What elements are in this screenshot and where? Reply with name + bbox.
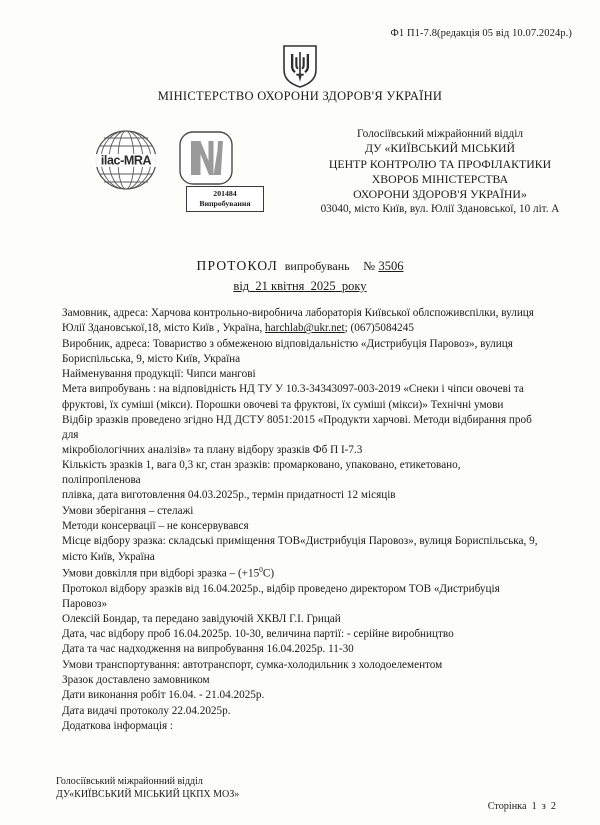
org-line-5: ОХОРОНИ ЗДОРОВ'Я УКРАЇНИ» <box>353 186 527 201</box>
field-additional-info: Додаткова інформація : <box>62 719 173 732</box>
field-delivery: Зразок доставлено замовником <box>62 673 210 686</box>
ilac-mra-logo-icon <box>92 128 160 192</box>
field-sampling-place: Місце відбору зразка: складські приміщення ТОВ«Дистрибуція Паровоз», вулиця Бориспільська, 9, <box>62 535 538 548</box>
field-product <box>62 367 540 382</box>
org-line-4: ХВОРОБ МІНІСТЕРСТВА <box>371 171 509 186</box>
field-work-dates: Дати виконання робіт 16.04. - 21.04.2025р. <box>62 689 265 702</box>
protocol-body <box>62 306 540 734</box>
protocol-date-year: 2025 <box>310 279 336 293</box>
organization-block <box>286 127 594 216</box>
customer-phone: ; (067)5084245 <box>344 322 414 335</box>
form-code: Ф1 П1-7.8(редакція 05 від 10.07.2024р.) <box>390 28 572 39</box>
field-sampling-datetime: Дата, час відбору проб 16.04.2025р. 10-30, величина партії: - серійне виробництво <box>62 628 454 641</box>
footer-organization <box>56 775 239 801</box>
field-storage: Умови зберігання – стелажі <box>62 504 194 517</box>
protocol-type: випробувань <box>284 259 350 273</box>
protocol-title-block <box>0 258 600 294</box>
page-current: 1 <box>531 801 537 812</box>
footer-line-2: ДУ«КИЇВСЬКИЙ МІСЬКИЙ ЦКПХ МОЗ» <box>56 789 240 800</box>
field-purpose-label: Мета випробувань : <box>62 383 156 396</box>
field-customer-label: Замовник, адреса: <box>62 307 149 319</box>
field-environment <box>62 565 540 582</box>
field-purpose-line1: на відповідність НД ТУ У 10.3-34343097-003-2019 «Снеки і чіпси овочеві та <box>158 383 524 396</box>
protocol-date-day: 21 <box>255 279 268 293</box>
field-conservation: Методи консервації – не консервувався <box>62 519 249 532</box>
accreditation-number-box <box>186 186 264 212</box>
page-number <box>488 801 556 812</box>
org-address: 03040, місто Київ, вул. Юлії Здановської, 10 літ. А <box>320 202 560 215</box>
field-issue-date: Дата видачі протоколу 22.04.2025р. <box>62 704 231 717</box>
field-producer-label: Виробник, адреса: <box>62 337 151 350</box>
field-sampling-protocol-cont: Олексій Бондар, та передано завідуючій ХКВЛ Г.І. Грицай <box>62 612 341 625</box>
page-total: 2 <box>550 801 556 812</box>
svg-text:ilac-MRA: ilac-MRA <box>100 153 152 168</box>
field-customer <box>62 306 540 321</box>
field-customer-cont <box>62 321 540 336</box>
field-producer-cont: Бориспільська, 9, місто Київ, Україна <box>62 352 241 365</box>
field-transport: Умови транспортування: автотранспорт, сумка-холодильник з холодоелементом <box>62 658 443 671</box>
org-line-1: Голосіївський міжрайонний відділ <box>357 128 523 140</box>
protocol-date-suffix: року <box>341 279 367 293</box>
field-quantity-cont: плівка, дата виготовлення 04.03.2025р., термін придатності 12 місяців <box>62 489 396 502</box>
field-quantity: Кількість зразків 1, вага 0,3 кг, стан зразків: промарковано, упаковано, етикетовано, поліпропіленова <box>62 459 461 487</box>
customer-email-link[interactable]: harchlab@ukr.net <box>265 322 345 335</box>
field-customer-line1: Харчова контрольно-виробнича лабораторія Київської облспоживспілки, вулиця <box>151 307 534 319</box>
field-producer-line1: Товариство з обмеженою відповідальністю «Дистрибуція Паровоз», вулиця <box>152 337 513 350</box>
field-sampling-standard-cont: мікробіологічних аналізів» та плану відбору зразків Фб П І-7.3 <box>62 444 363 457</box>
field-environment-suffix: С) <box>262 567 275 580</box>
field-product-label: Найменування продукції: <box>62 368 184 381</box>
ukraine-coat-of-arms-icon <box>282 44 318 88</box>
field-product-value: Чипси мангові <box>186 368 256 381</box>
ministry-title: МІНІСТЕРСТВО ОХОРОНИ ЗДОРОВ'Я УКРАЇНИ <box>157 89 443 103</box>
field-arrival-datetime: Дата та час надходження на випробування 16.04.2025р. 11-30 <box>62 643 354 656</box>
accreditation-scope: Випробування <box>199 198 251 208</box>
accreditation-number: 201484 <box>213 189 237 198</box>
national-accreditation-logo-icon <box>178 130 234 186</box>
field-customer-line2: Юлії Здановської,18, місто Київ , Україна, <box>62 322 263 335</box>
page-label: Сторінка <box>487 801 527 812</box>
field-sampling-standard: Відбір зразків проведено згідно НД ДСТУ 8051:2015 «Продукти харчові. Методи відбирання проб для <box>62 413 532 441</box>
org-line-2: ДУ «КИЇВСЬКИЙ МІСЬКИЙ <box>364 141 516 156</box>
org-line-3: ЦЕНТР КОНТРОЛЮ ТА ПРОФІЛАКТИКИ <box>328 156 552 171</box>
field-producer <box>62 337 540 352</box>
protocol-number: 3506 <box>378 259 404 273</box>
protocol-number-label: № <box>363 259 376 273</box>
degree-symbol: 0 <box>259 564 263 574</box>
protocol-date-month: квітня <box>271 279 305 293</box>
field-purpose-cont: фруктові, їх суміші (мікси). Порошки овочеві та фруктові, їх суміші (мікси)» Технічні умови <box>62 398 504 411</box>
field-sampling-protocol: Протокол відбору зразків від 16.04.2025р., відбір проведено директором ТОВ «Дистрибуція Паровоз» <box>62 582 500 610</box>
protocol-word: ПРОТОКОЛ <box>196 258 279 273</box>
protocol-date-prefix: від <box>233 279 250 293</box>
footer-line-1: Голосіївський міжрайонний відділ <box>56 776 203 787</box>
field-purpose <box>62 382 540 397</box>
page-of: з <box>541 801 546 812</box>
field-environment-prefix: Умови довкілля при відборі зразка – (+15 <box>62 567 260 580</box>
field-sampling-place-cont: місто Київ, Україна <box>62 550 155 563</box>
